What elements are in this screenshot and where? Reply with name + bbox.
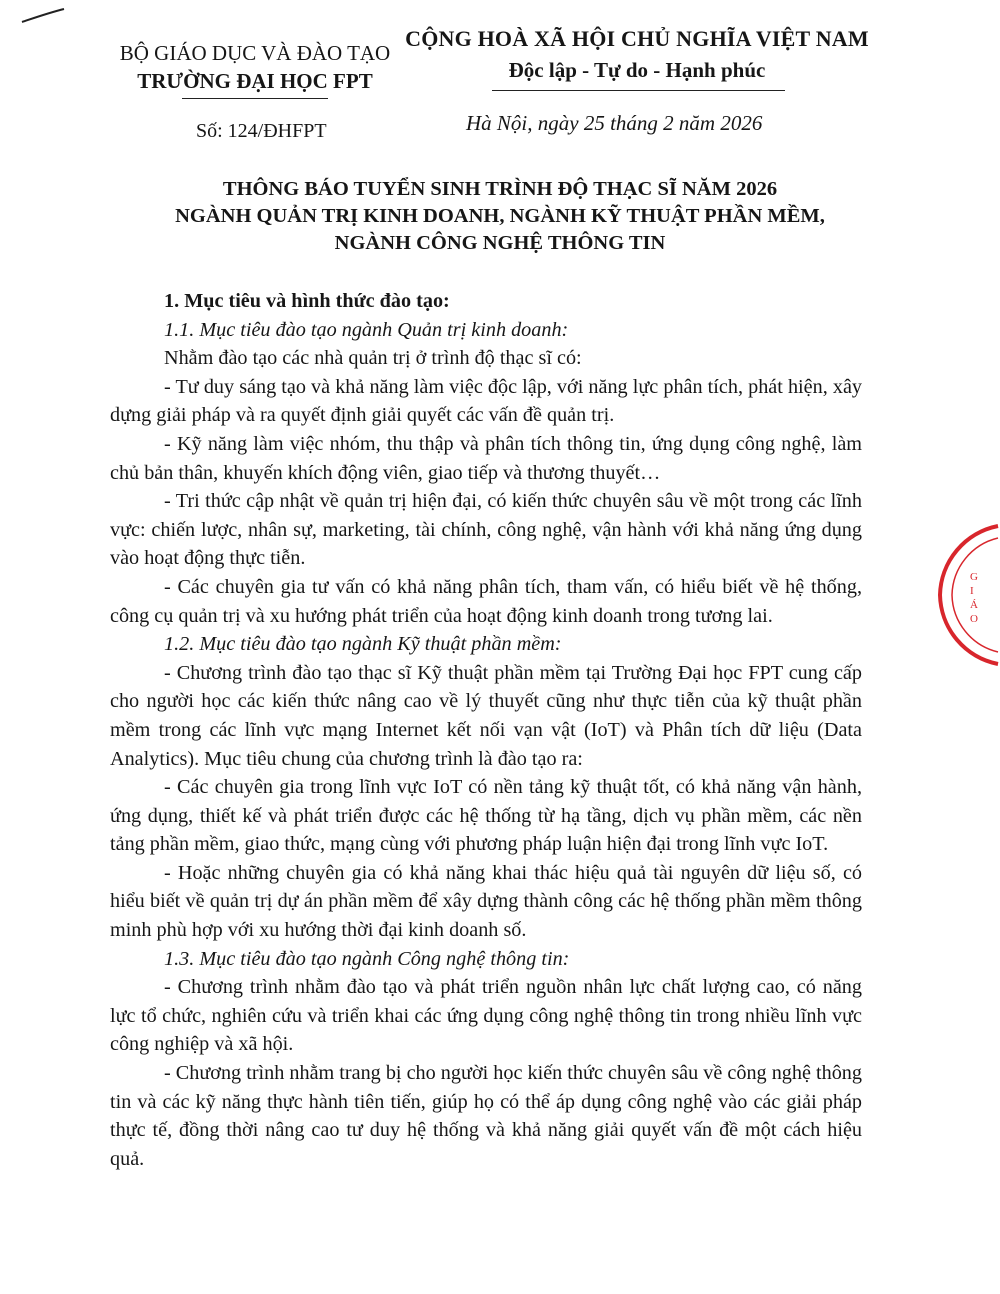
svg-text:O: O [970,613,978,625]
school-name: TRƯỜNG ĐẠI HỌC FPT [137,69,373,93]
title-line-3: NGÀNH CÔNG NGHỆ THÔNG TIN [334,232,666,254]
subsection-heading: 1.3. Mục tiêu đào tạo ngành Công nghệ thông tin: [164,947,570,970]
official-seal-partial [930,520,1000,670]
issuer-underline [182,98,328,99]
paragraph: - Chương trình đào tạo thạc sĩ Kỹ thuật phần mềm tại Trường Đại học FPT cung cấp cho người học các kiến thức nâng cao về lý thuyết cũng như thực tiễn của kỹ thuật phần mềm trong các lĩnh vực mạng Internet kết nối vạn vật (IoT) và Phân tích dữ liệu (Data Analytics). Mục tiêu chung của chương trình là đào tạo ra: [110,661,862,770]
document-body [110,287,862,1173]
national-motto: Độc lập - Tự do - Hạnh phúc [508,58,766,82]
document-title [0,176,1000,257]
svg-text:Á: Á [970,599,978,611]
paragraph: Nhằm đào tạo các nhà quản trị ở trình độ thạc sĩ có: [164,347,582,370]
subsection-heading: 1.1. Mục tiêu đào tạo ngành Quản trị kinh doanh: [164,318,569,341]
national-block [402,26,872,88]
bullet-item: - Kỹ năng làm việc nhóm, thu thập và phân tích thông tin, ứng dụng công nghệ, làm chủ bản thân, khuyến khích động viên, giao tiếp và thương thuyết… [110,432,862,484]
pen-stroke-mark [20,4,70,26]
ministry-name: BỘ GIÁO DỤC VÀ ĐÀO TẠO [119,41,391,65]
paragraph: - Chương trình nhằm đào tạo và phát triển nguồn nhân lực chất lượng cao, có năng lực tổ chức, nghiên cứu và triển khai các ứng dụng công nghệ thông tin trong nhiều lĩnh vực công nghiệp và xã hội. [110,976,862,1056]
svg-text:I: I [970,585,974,597]
svg-text:G: G [970,571,978,583]
bullet-item: - Các chuyên gia tư vấn có khả năng phân tích, tham vấn, có hiểu biết về hệ thống, công cụ quản trị và xu hướng phát triển của hoạt động kinh doanh trong tương lai. [110,575,862,627]
date-line: Hà Nội, ngày 25 tháng 2 năm 2026 [466,111,763,135]
issuer-block [95,40,415,96]
bullet-item: - Tư duy sáng tạo và khả năng làm việc độc lập, với năng lực phân tích, phát hiện, xây dựng giải pháp và ra quyết định giải quyết các vấn đề quản trị. [110,375,862,427]
motto-underline [492,90,785,91]
paragraph: - Chương trình nhằm trang bị cho người học kiến thức chuyên sâu về công nghệ thông tin và các kỹ năng thực hành tiên tiến, giúp họ có thể áp dụng công nghệ vào các giải pháp thực tế, đồng thời nâng cao tư duy hệ thống và khả năng giải quyết vấn đề một cách hiệu quả. [110,1062,862,1170]
bullet-item: - Các chuyên gia trong lĩnh vực IoT có nền tảng kỹ thuật tốt, có khả năng vận hành, ứng dụng, thiết kế và phát triển được các hệ thống từ hạ tầng, dịch vụ phần mềm, các nền tảng phần mềm, giao thức, mạng cùng với phương pháp luận hiện đại trong lĩnh vực IoT. [110,776,862,856]
country-name: CỘNG HOÀ XÃ HỘI CHỦ NGHĨA VIỆT NAM [405,26,869,51]
document-number: Số: 124/ĐHFPT [196,120,327,142]
section-heading: 1. Mục tiêu và hình thức đào tạo: [164,290,450,312]
subsection-heading: 1.2. Mục tiêu đào tạo ngành Kỹ thuật phần mềm: [164,633,562,656]
bullet-item: - Hoặc những chuyên gia có khả năng khai thác hiệu quả tài nguyên dữ liệu số, có hiểu biết về quản trị dự án phần mềm để xây dựng thành công các hệ thống phần mềm thông minh phù hợp với xu hướng thời đại kinh doanh số. [110,861,862,942]
title-line-1: THÔNG BÁO TUYỂN SINH TRÌNH ĐỘ THẠC SĨ NĂM 2026 [222,178,778,200]
bullet-item: - Tri thức cập nhật về quản trị hiện đại, có kiến thức chuyên sâu về một trong các lĩnh vực: chiến lược, nhân sự, marketing, tài chính, công nghệ, vận hành với khả năng ứng dụng vào hoạt động thực tiễn. [110,490,862,570]
title-line-2: NGÀNH QUẢN TRỊ KINH DOANH, NGÀNH KỸ THUẬT PHẦN MỀM, [175,205,825,227]
